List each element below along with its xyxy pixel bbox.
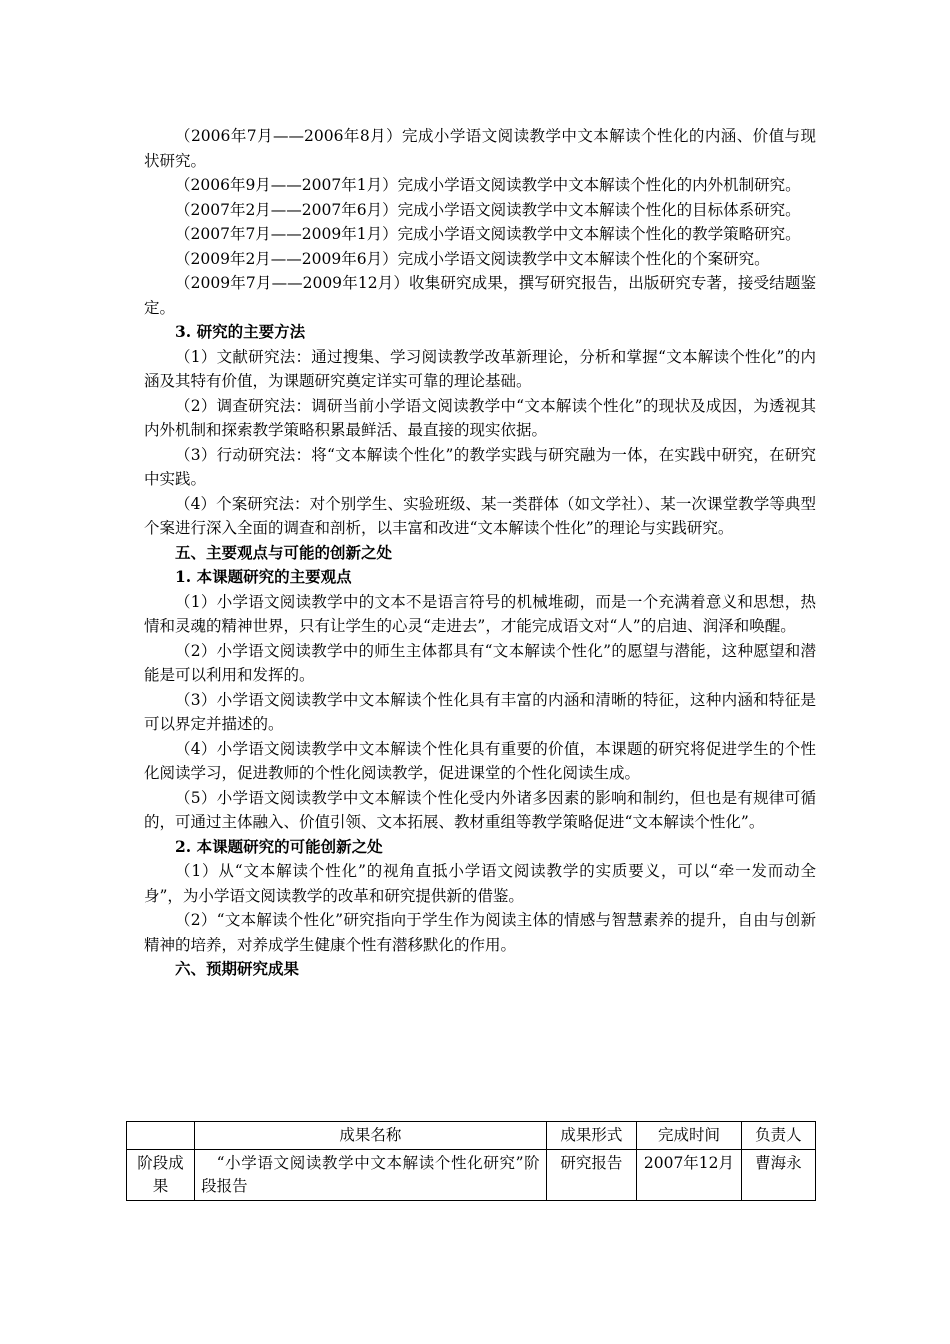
view-item: （5）小学语文阅读教学中文本解读个性化受内外诸多因素的影响和制约，但也是有规律可循的，可通过主体融入、价值引领、文本拓展、教材重组等教学策略促进“文本解读个性化”。 [144,788,816,831]
section5-heading: 五、主要观点与可能的创新之处 [175,542,393,562]
table-cell: 研究报告 [546,1150,636,1201]
table-cell: 阶段成果 [127,1150,195,1201]
schedule-item: （2007年2月——2007年6月）完成小学语文阅读教学中文本解读个性化的目标体系研究。 [175,200,801,219]
method-item: （1）文献研究法：通过搜集、学习阅读教学改革新理论，分析和掌握“文本解读个性化”的内涵及其特有价值，为课题研究奠定详实可靠的理论基础。 [144,347,816,390]
view-item: （3）小学语文阅读教学中文本解读个性化具有丰富的内涵和清晰的特征，这种内涵和特征是可以界定并描述的。 [144,690,816,733]
table-header-row [127,1122,816,1150]
table-header-cell: 成果名称 [195,1122,547,1150]
table-row [127,1150,816,1201]
innovation-item: （1）从“文本解读个性化”的视角直抵小学语文阅读教学的实质要义，可以“牵一发而动全身”，为小学语文阅读教学的改革和研究提供新的借鉴。 [144,862,816,905]
table-header-cell: 负责人 [741,1122,815,1150]
view-item: （1）小学语文阅读教学中的文本不是语言符号的机械堆砌，而是一个充满着意义和思想，热情和灵魂的精神世界，只有让学生的心灵“走进去”，才能完成语文对“人”的启迪、润泽和唤醒。 [144,592,816,635]
table-cell: 2007年12月 [637,1150,742,1201]
schedule-item: （2007年7月——2009年1月）完成小学语文阅读教学中文本解读个性化的教学策略研究。 [175,225,801,243]
schedule-item: （2009年7月——2009年12月）收集研究成果，撰写研究报告，出版研究专著，接受结题鉴定。 [144,274,816,317]
table-header-cell [127,1122,195,1150]
document-body [144,124,816,982]
innovation-item: （2）“文本解读个性化”研究指向于学生作为阅读主体的情感与智慧素养的提升，自由与创新精神的培养，对养成学生健康个性有潜移默化的作用。 [144,911,816,954]
results-table [126,1121,816,1201]
view-item: （4）小学语文阅读教学中文本解读个性化具有重要的价值，本课题的研究将促进学生的个性化阅读学习，促进教师的个性化阅读教学，促进课堂的个性化阅读生成。 [144,739,816,782]
table-cell: “小学语文阅读教学中文本解读个性化研究”阶段报告 [195,1150,547,1201]
section6-heading: 六、预期研究成果 [175,959,300,978]
view-item: （2）小学语文阅读教学中的师生主体都具有“文本解读个性化”的愿望与潜能，这种愿望和潜能是可以利用和发挥的。 [144,641,816,684]
views-heading: 1. 本课题研究的主要观点 [175,567,352,586]
method-item: （3）行动研究法：将“文本解读个性化”的教学实践与研究融为一体，在实践中研究，在研究中实践。 [144,445,816,488]
table-header-cell: 完成时间 [637,1122,742,1150]
method-item: （4）个案研究法：对个别学生、实验班级、某一类群体（如文学社）、某一次课堂教学等典型个案进行深入全面的调查和剖析，以丰富和改进“文本解读个性化”的理论与实践研究。 [144,494,816,537]
schedule-item: （2006年9月——2007年1月）完成小学语文阅读教学中文本解读个性化的内外机制研究。 [175,176,801,194]
schedule-item: （2009年2月——2009年6月）完成小学语文阅读教学中文本解读个性化的个案研究。 [175,249,770,268]
innovation-heading: 2. 本课题研究的可能创新之处 [175,836,383,856]
method-item: （2）调查研究法：调研当前小学语文阅读教学中“文本解读个性化”的现状及成因，为透视其内外机制和探索教学策略积累最鲜活、最直接的现实依据。 [144,396,816,439]
methods-heading: 3. 研究的主要方法 [175,322,306,341]
schedule-item: （2006年7月——2006年8月）完成小学语文阅读教学中文本解读个性化的内涵、价值与现状研究。 [144,127,816,170]
table-header-cell: 成果形式 [546,1122,636,1150]
table-cell: 曹海永 [741,1150,815,1201]
